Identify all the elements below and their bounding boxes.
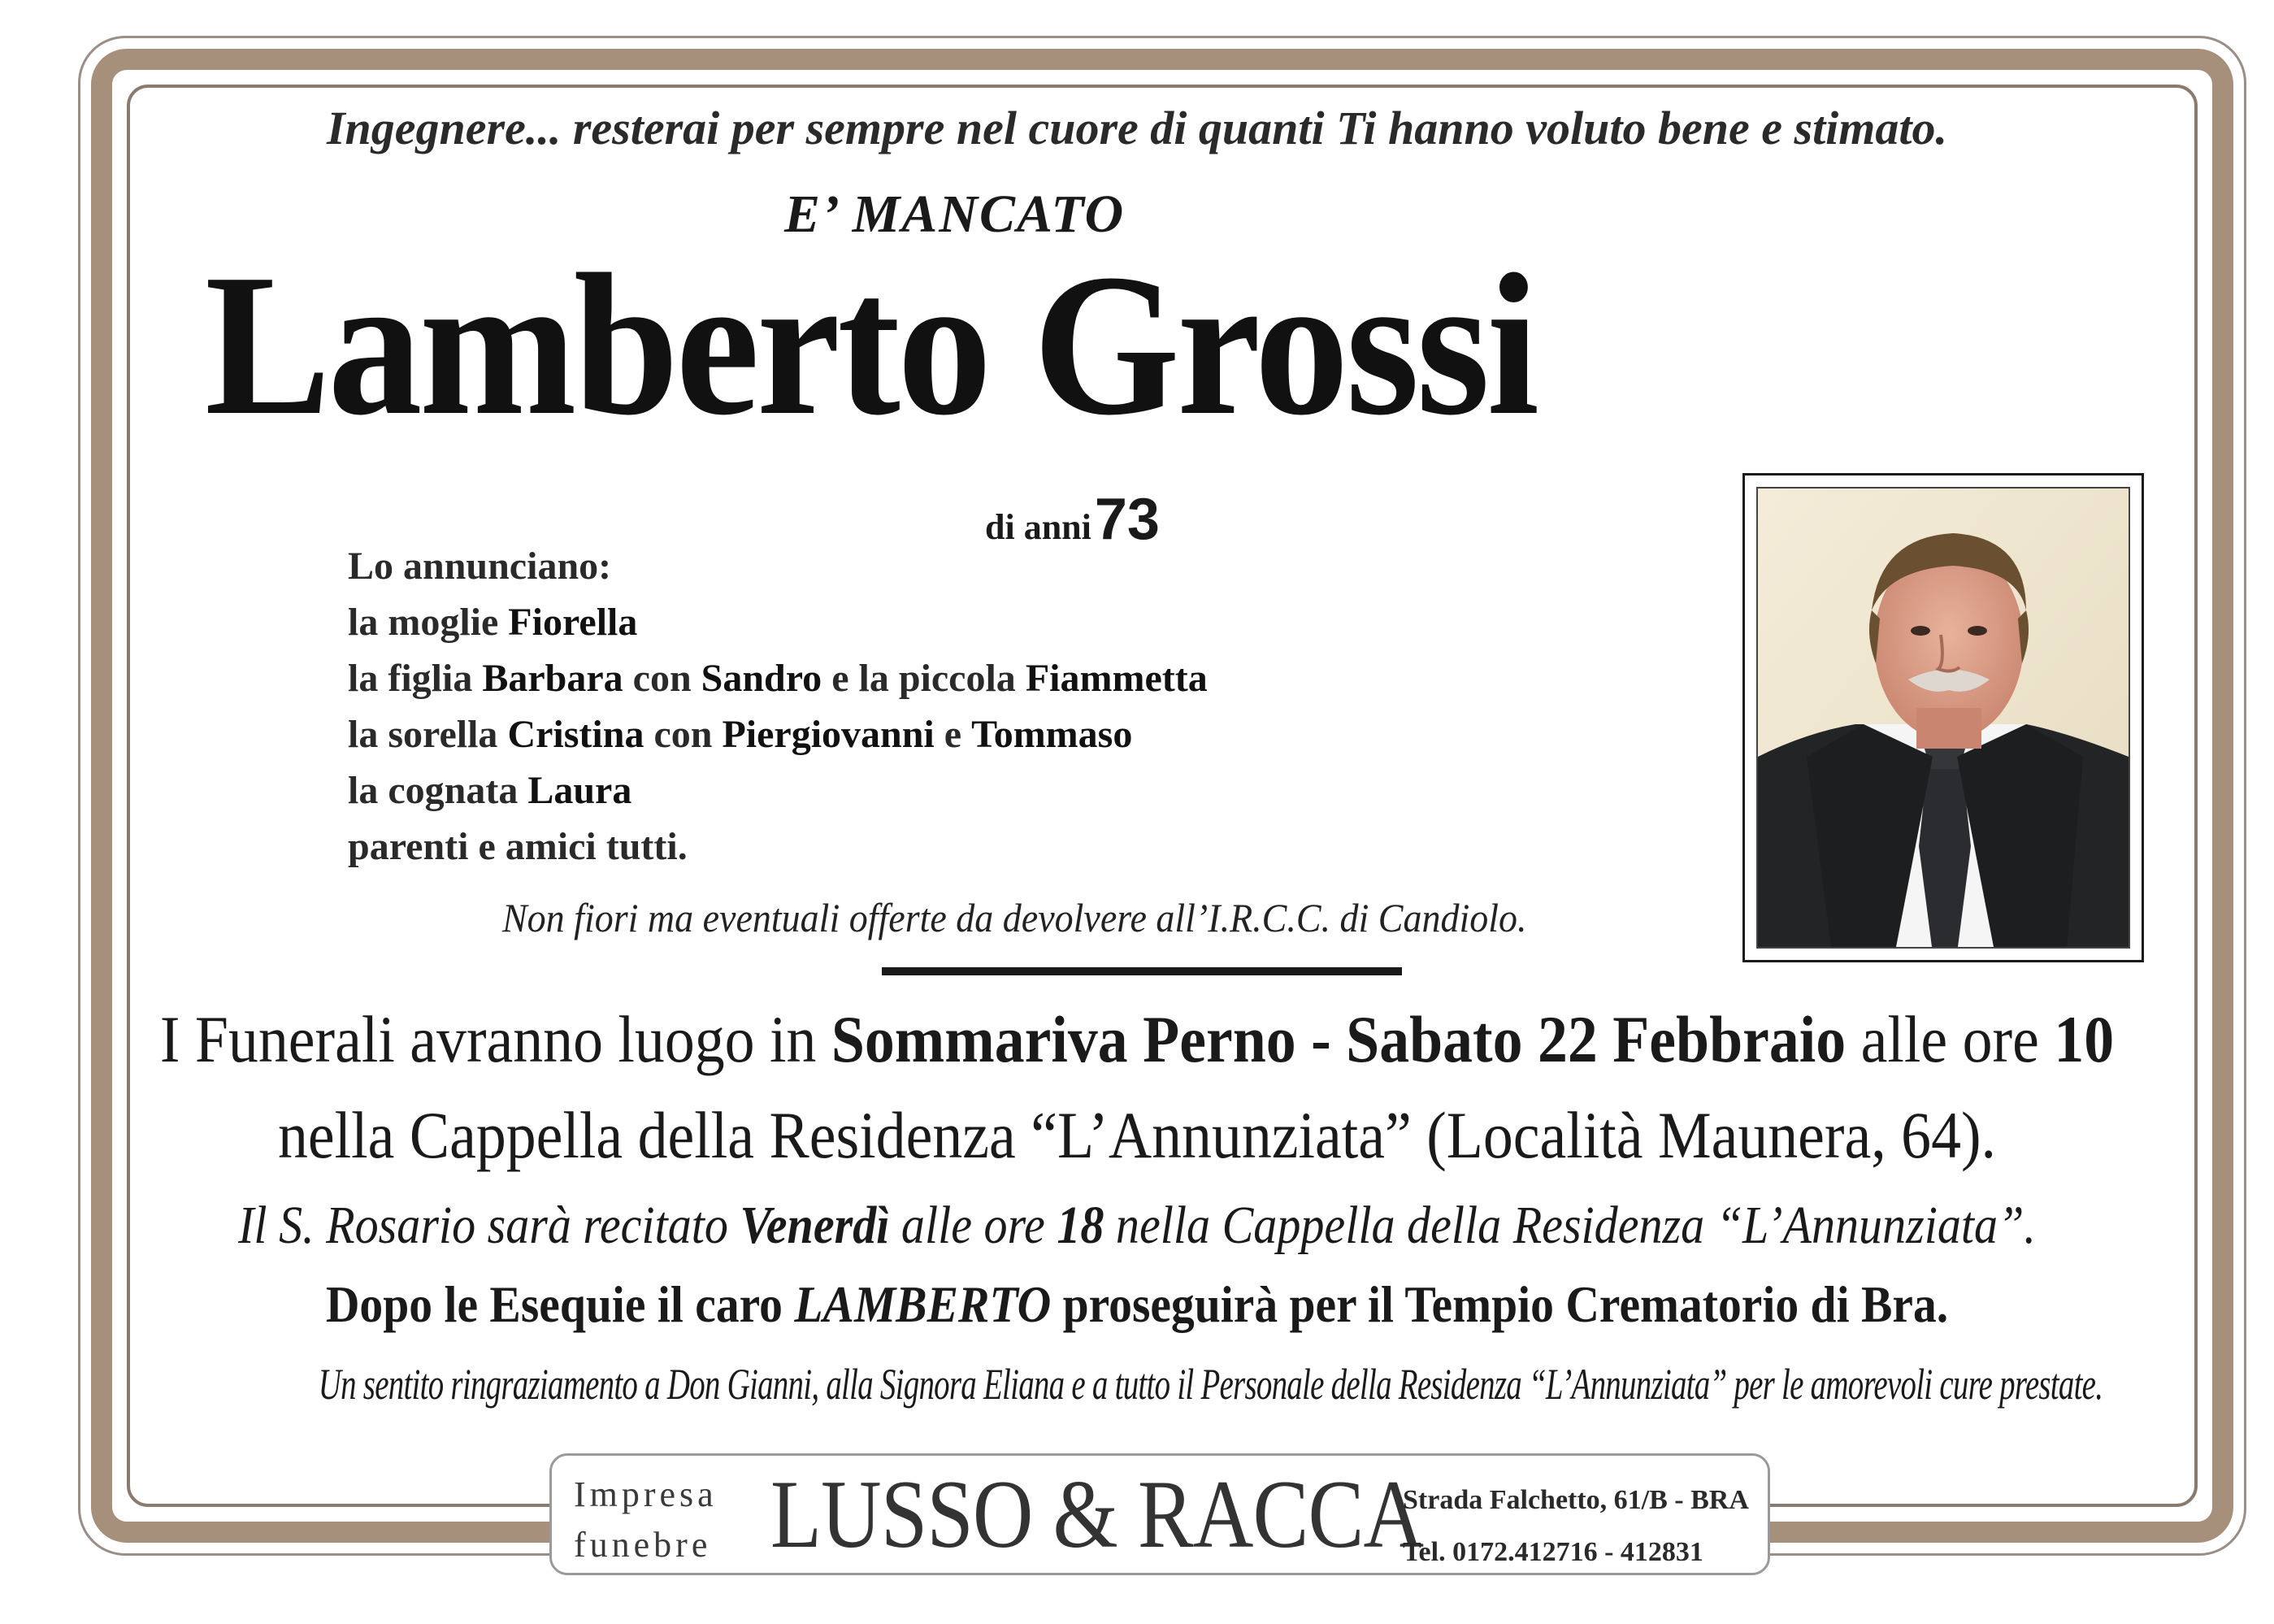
exequies-intro: Dopo le Esequie il caro	[325, 1275, 795, 1333]
rosary-line	[137, 1195, 2137, 1257]
funeral-home-brand: LUSSO & RACCA	[770, 1460, 1424, 1568]
mourner-name: Tommaso	[971, 713, 1133, 756]
mourners-intro: Lo annunciano:	[348, 545, 612, 588]
age-value: 73	[1094, 487, 1160, 552]
announcement-heading: E’ MANCATO	[784, 185, 1126, 244]
funeral-intro-text: I Funerali avranno luogo in	[159, 1002, 831, 1076]
tagline-lead: Ingegnere	[326, 102, 526, 154]
portrait-photo	[1756, 487, 2130, 949]
exequies-destination: proseguirà per il Tempio Crematorio di Bra.	[1051, 1275, 1949, 1333]
impresa-line-2: funebre	[574, 1525, 712, 1565]
portrait-illustration	[1758, 489, 2129, 947]
mourner-name: Sandro	[701, 657, 822, 700]
mourner-name: Fiorella	[508, 601, 638, 644]
mourner-line	[348, 706, 1208, 762]
impresa-label	[574, 1470, 718, 1570]
mourner-name: Piergiovanni	[722, 713, 935, 756]
funeral-home-contact	[1403, 1474, 1749, 1578]
funeral-place-date: Sommariva Perno - Sabato 22 Febbraio	[831, 1002, 1847, 1076]
rosary-day: Venerdì	[740, 1196, 890, 1255]
mourner-relation: la moglie	[348, 601, 509, 644]
rosary-place: nella Cappella della Residenza “L’Annunziata”.	[1104, 1196, 2036, 1255]
mourner-name: Barbara	[482, 657, 623, 700]
divider-rule	[882, 967, 1402, 975]
tagline	[0, 101, 2274, 155]
mourner-line	[348, 819, 1208, 875]
deceased-name: Lamberto Grossi	[205, 232, 1537, 458]
funeral-time-label: alle ore	[1846, 1002, 2055, 1076]
mourner-relation: la figlia	[348, 657, 483, 700]
mourner-relation: e la piccola	[822, 657, 1026, 700]
funeral-line-2: nella Cappella della Residenza “L’Annunziata” (Località Maunera, 64).	[277, 1098, 1997, 1172]
tagline-text: ... resterai per sempre nel cuore di quanti Ti hanno voluto bene e stimato.	[525, 102, 1948, 154]
funeral-home-address: Strada Falchetto, 61/B - BRA	[1403, 1485, 1749, 1515]
rosary-time-label: alle ore	[889, 1196, 1057, 1255]
mourner-relation: con	[644, 713, 723, 756]
mourner-line	[348, 762, 1208, 819]
exequies-line	[114, 1274, 2160, 1335]
offers-note: Non fiori ma eventuali offerte da devolvere all’I.R.C.C. di Candiolo.	[502, 895, 1527, 940]
mourner-name: Fiammetta	[1025, 657, 1208, 700]
mourner-relation: parenti e amici tutti.	[348, 825, 688, 868]
thanks-line: Un sentito ringraziamento a Don Gianni, alla Signora Eliana e a tutto il Personale della Residenza “L’Annunziata” per le amorevoli cure prestate.	[318, 1360, 2103, 1409]
impresa-line-1: Impresa	[574, 1474, 718, 1514]
mourner-relation: la sorella	[348, 713, 508, 756]
mourner-name: Laura	[527, 769, 632, 812]
mourner-relation: con	[623, 657, 701, 700]
age-label: di anni	[985, 507, 1091, 547]
rosary-intro: Il S. Rosario sarà recitato	[238, 1196, 740, 1255]
mourner-line	[348, 594, 1208, 650]
funeral-hour: 10	[2054, 1002, 2115, 1076]
mourner-name: Cristina	[507, 713, 644, 756]
portrait-frame	[1742, 473, 2144, 962]
mourner-line	[348, 650, 1208, 706]
funeral-home-phone: Tel. 0172.412716 - 412831	[1403, 1537, 1703, 1567]
funeral-line-1	[114, 1001, 2160, 1078]
rosary-hour: 18	[1057, 1196, 1104, 1255]
mourner-relation: e	[934, 713, 972, 756]
mourner-relation: la cognata	[348, 769, 528, 812]
mourners-list	[348, 538, 1208, 875]
exequies-name: LAMBERTO	[794, 1275, 1052, 1333]
